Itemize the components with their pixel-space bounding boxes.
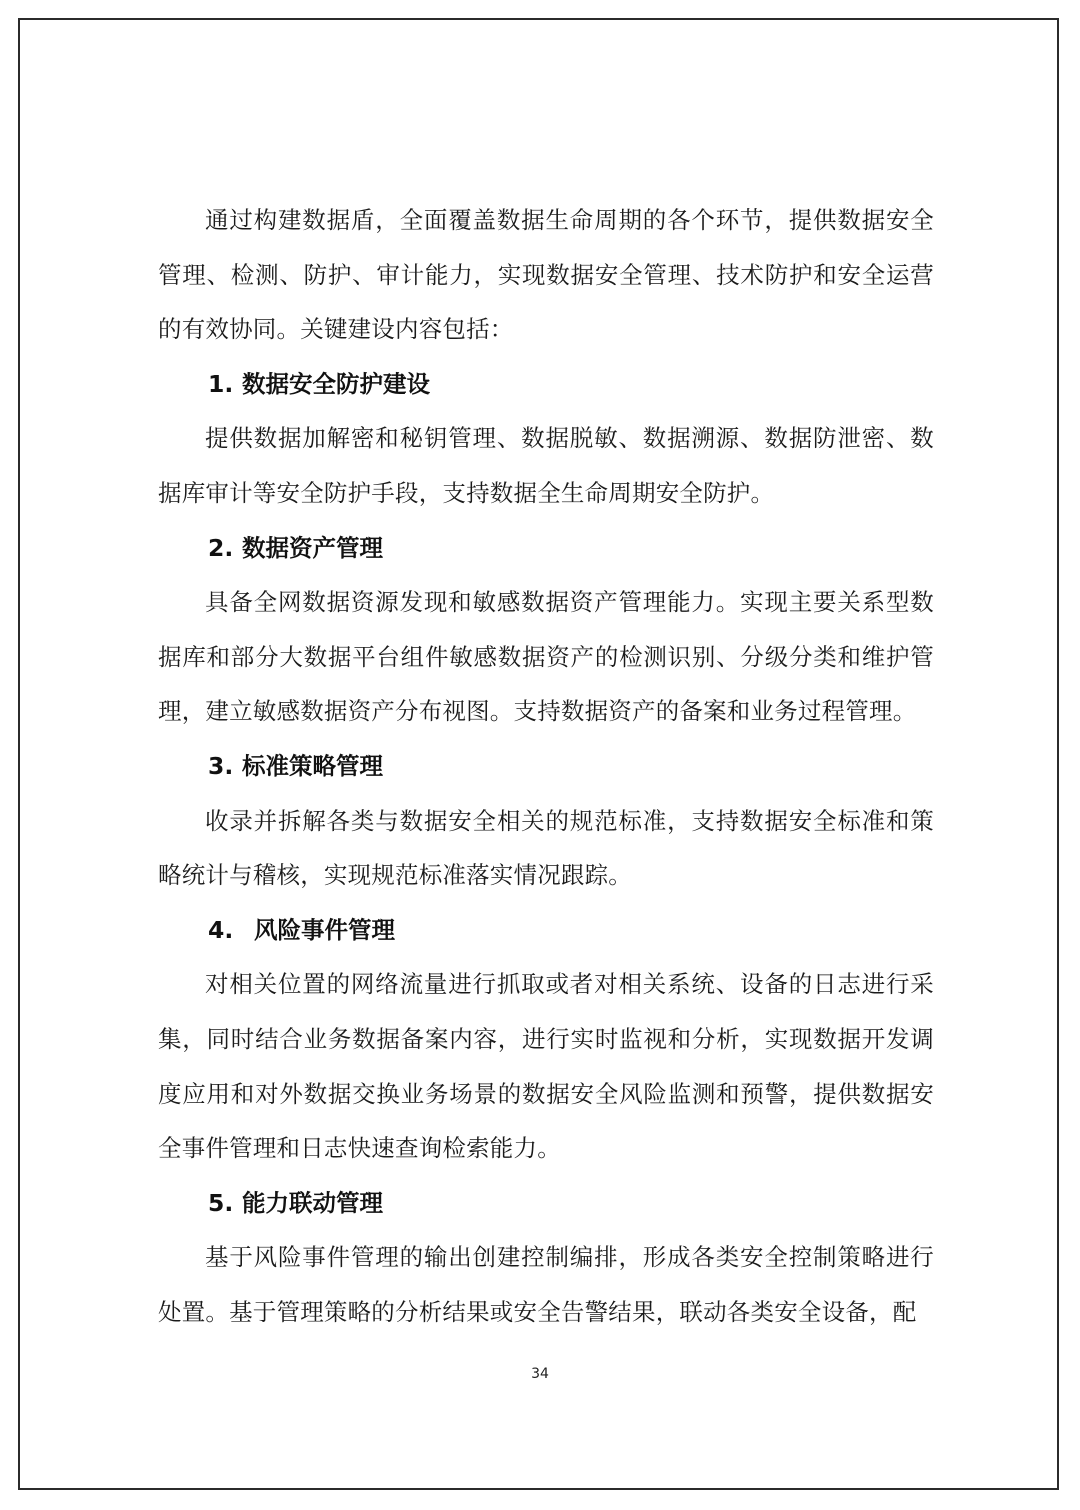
intro-paragraph: 通过构建数据盾，全面覆盖数据生命周期的各个环节，提供数据安全管理、检测、防护、审计能力，实现数据安全管理、技术防护和安全运营的有效协同。关键建设内容包括： [158, 206, 934, 344]
section-number-1: 1. [208, 369, 234, 398]
section-number-3: 3. [208, 751, 234, 780]
section-number-4: 4. [208, 915, 234, 944]
section-body-3: 收录并拆解各类与数据安全相关的规范标准，支持数据安全标准和策略统计与稽核，实现规范标准落实情况跟踪。 [158, 806, 934, 890]
section-title-1: 数据安全防护建设 [242, 369, 430, 398]
page-number: 34 [531, 1366, 549, 1382]
document-body [158, 193, 934, 1339]
section-body-4: 对相关位置的网络流量进行抓取或者对相关系统、设备的日志进行采集，同时结合业务数据备案内容，进行实时监视和分析，实现数据开发调度应用和对外数据交换业务场景的数据安全风险监测和预警，提供数据安全事件管理和日志快速查询检索能力。 [158, 970, 934, 1163]
section-title-2: 数据资产管理 [242, 533, 383, 562]
section-heading-4 [158, 903, 934, 958]
section-title-4: 风险事件管理 [254, 915, 395, 944]
section-number-2: 2. [208, 533, 234, 562]
section-body-1: 提供数据加解密和秘钥管理、数据脱敏、数据溯源、数据防泄密、数据库审计等安全防护手段，支持数据全生命周期安全防护。 [158, 424, 934, 507]
section-number-5: 5. [208, 1188, 234, 1217]
section-heading-2 [158, 521, 934, 576]
section-title-5: 能力联动管理 [242, 1188, 383, 1217]
section-heading-5 [158, 1176, 934, 1231]
section-heading-3 [158, 739, 934, 794]
section-body-5: 基于风险事件管理的输出创建控制编排，形成各类安全控制策略进行处置。基于管理策略的分析结果或安全告警结果，联动各类安全设备，配 [158, 1243, 934, 1326]
section-body-2: 具备全网数据资源发现和敏感数据资产管理能力。实现主要关系型数据库和部分大数据平台组件敏感数据资产的检测识别、分级分类和维护管理，建立敏感数据资产分布视图。支持数据资产的备案和业务过程管理。 [158, 588, 934, 726]
section-heading-1 [158, 357, 934, 412]
section-title-3: 标准策略管理 [242, 751, 383, 780]
